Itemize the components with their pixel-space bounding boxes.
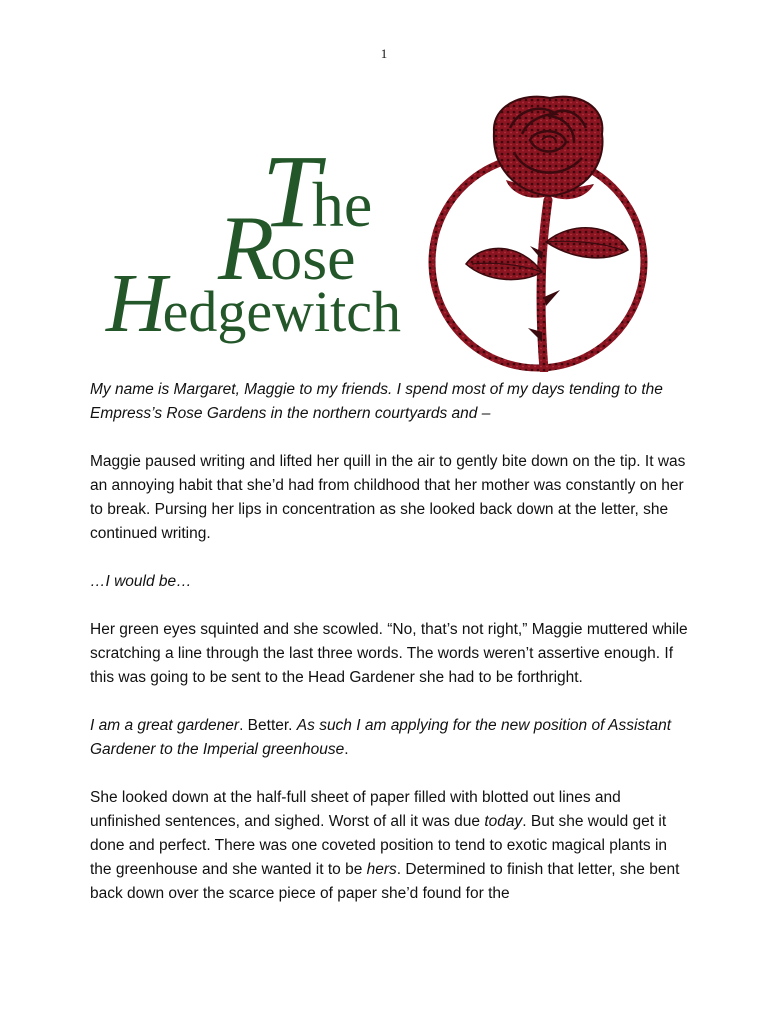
p6-italic-b: today [484,813,523,830]
rose-in-circle-icon [410,92,686,372]
p6-italic-d: hers [366,861,397,878]
p6-normal-e: . Determined to finish that letter, she bent back down over the scarce piece of paper she’d found for the [90,861,680,902]
p6-normal-c: . But she would get it done and perfect. There was one coveted position to tend to exotic magical plants in the greenhouse and she wanted it to be [90,813,668,878]
p5-italic-a: I am a great gardener [90,717,240,734]
title-cap-h: H [106,257,167,350]
title-cap-t: T [262,134,320,249]
title-rest-edgewitch: edgewitch [162,279,402,344]
paragraph-4: Her green eyes squinted and she scowled. “No, that’s not right,” Maggie muttered while scratching a line through the last three words. The words weren’t assertive enough. If this was going to be sent to the Head Gardener she had to be forthright. [90,621,688,686]
title-rest-he: he [311,169,373,240]
paragraph-6 [90,786,690,906]
title-cap-r: R [218,197,275,299]
p6-normal-a: She looked down at the half-full sheet of paper filled with blotted out lines and unfinished sentences, and sighed. Worst of all it was due [90,789,621,830]
p5-normal-b: . Better. [239,717,297,734]
title-logo [0,0,768,380]
p5-italic-c: As such I am applying for the new position of Assistant Gardener to the Imperial greenhouse [90,717,671,758]
p5-normal-d: . [344,741,349,758]
paragraph-3: …I would be… [90,573,192,590]
title-rest-ose: ose [270,222,356,293]
page-number: 1 [380,46,388,61]
paragraph-2: Maggie paused writing and lifted her quill in the air to gently bite down on the tip. It was an annoying habit that she’d had from childhood that her mother was constantly on her to break. Pursing her lips in concentration as she looked back down at the letter, she continued writing. [90,453,686,542]
story-text [90,378,690,930]
paragraph-1: My name is Margaret, Maggie to my friends. I spend most of my days tending to the Empress’s Rose Gardens in the northern courtyards and – [90,381,663,422]
paragraph-5 [90,714,690,762]
